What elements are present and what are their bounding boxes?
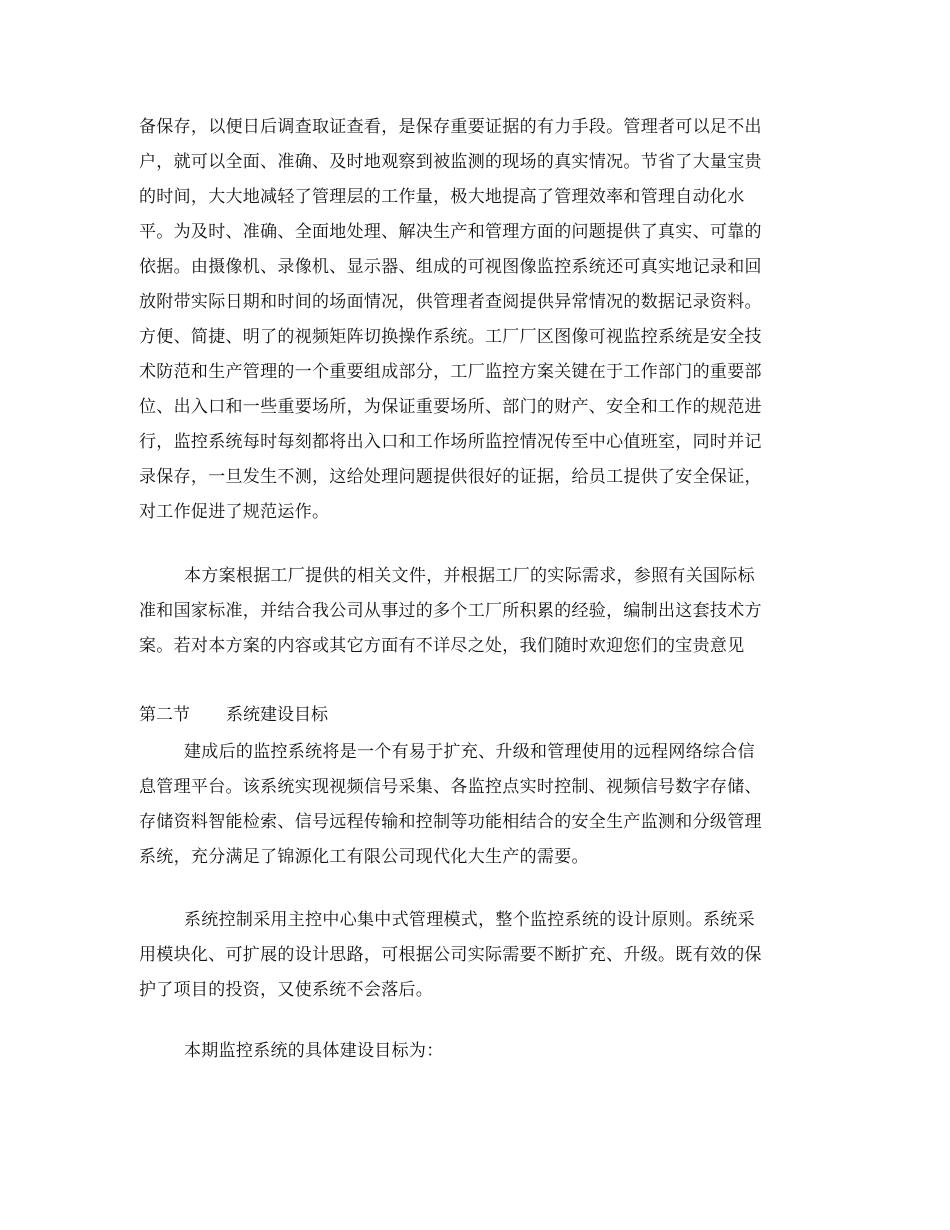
paragraph-1-line: 行，监控系统每时每刻都将出入口和工作场所监控情况传至中心值班室，同时并记 (139, 432, 762, 452)
paragraph-1-line: 户，就可以全面、准确、及时地观察到被监测的现场的真实情况。节省了大量宝贵 (139, 152, 762, 172)
paragraph-3-line: 系统，充分满足了锦源化工有限公司现代化大生产的需要。 (139, 847, 589, 867)
paragraph-2-line: 准和国家标准，并结合我公司从事过的多个工厂所积累的经验，编制出这套技术方 (139, 601, 762, 621)
paragraph-1-line: 方便、简捷、明了的视频矩阵切换操作系统。工厂厂区图像可视监控系统是安全技 (139, 327, 762, 347)
paragraph-2-line: 本方案根据工厂提供的相关文件，并根据工厂的实际需求，参照有关国际标 (184, 566, 755, 586)
paragraph-3-line: 建成后的监控系统将是一个有易于扩充、升级和管理使用的远程网络综合信 (184, 742, 755, 762)
paragraph-3-line: 息管理平台。该系统实现视频信号采集、各监控点实时控制、视频信号数字存储、 (139, 777, 762, 797)
paragraph-4-line: 用模块化、可扩展的设计思路，可根据公司实际需要不断扩充、升级。既有效的保 (139, 945, 762, 965)
paragraph-3-line: 存储资料智能检索、信号远程传输和控制等功能相结合的安全生产监测和分级管理 (139, 812, 762, 832)
paragraph-1-line: 放附带实际日期和时间的场面情况，供管理者查阅提供异常情况的数据记录资料。 (139, 292, 762, 312)
section-title: 系统建设目标 (226, 705, 328, 725)
paragraph-1-line: 备保存，以便日后调查取证查看，是保存重要证据的有力手段。管理者可以足不出 (139, 117, 762, 137)
paragraph-5-line: 本期监控系统的具体建设目标为： (184, 1041, 444, 1061)
paragraph-4-line: 系统控制采用主控中心集中式管理模式，整个监控系统的设计原则。系统采 (184, 910, 755, 930)
paragraph-4-line: 护了项目的投资，又使系统不会落后。 (139, 980, 434, 1000)
paragraph-1-line: 录保存，一旦发生不测，这给处理问题提供很好的证据，给员工提供了安全保证， (139, 467, 762, 487)
paragraph-1-line: 的时间，大大地减轻了管理层的工作量，极大地提高了管理效率和管理自动化水 (139, 187, 745, 207)
paragraph-1-line: 术防范和生产管理的一个重要组成部分，工厂监控方案关键在于工作部门的重要部 (139, 362, 762, 382)
paragraph-2-line: 案。若对本方案的内容或其它方面有不详尽之处，我们随时欢迎您们的宝贵意见 (139, 636, 745, 656)
paragraph-1-line: 位、出入口和一些重要场所，为保证重要场所、部门的财产、安全和工作的规范进 (139, 397, 762, 417)
paragraph-1-line: 平。为及时、准确、全面地处理、解决生产和管理方面的问题提供了真实、可靠的 (139, 222, 762, 242)
paragraph-1-line: 依据。由摄像机、录像机、显示器、组成的可视图像监控系统还可真实地记录和回 (139, 257, 762, 277)
section-number: 第二节 (139, 705, 190, 725)
paragraph-1-line: 对工作促进了规范运作。 (139, 502, 330, 522)
